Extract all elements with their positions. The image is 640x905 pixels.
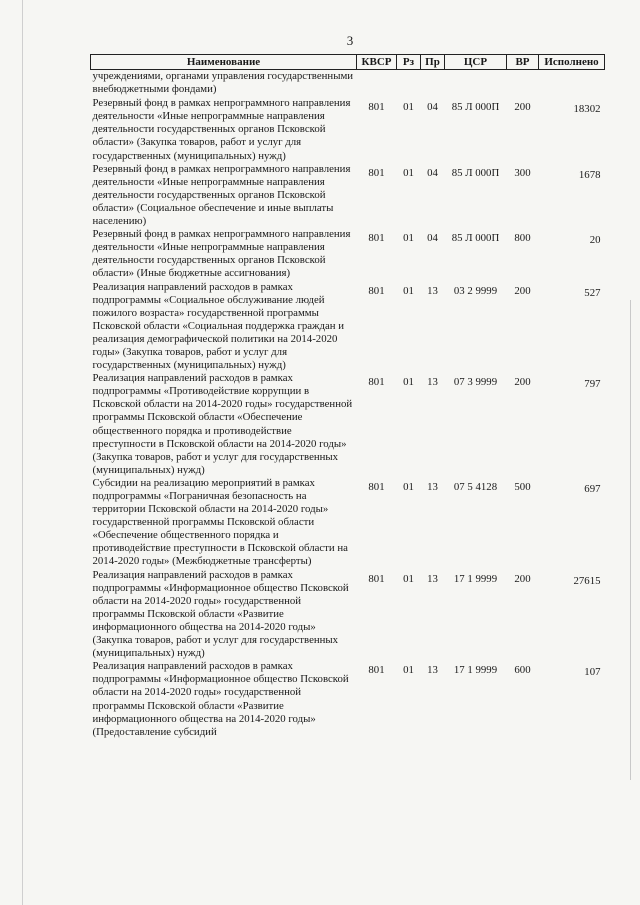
table-row xyxy=(91,372,605,477)
row-kvsr: 801 xyxy=(368,572,385,585)
table-header-row xyxy=(91,55,605,70)
row-pr: 04 xyxy=(427,232,438,245)
page-number: 3 xyxy=(346,33,354,48)
row-rz: 01 xyxy=(403,284,414,297)
row-pr: 13 xyxy=(427,376,438,389)
row-vr: 200 xyxy=(514,376,531,389)
row-amount: 107 xyxy=(584,666,601,679)
table-row xyxy=(91,228,605,280)
row-rz: 01 xyxy=(403,376,414,389)
row-amount: 527 xyxy=(584,286,601,299)
row-name: Реализация направлений расходов в рамках подпрограммы «Информационное общество Псковской области на 2014-2020 годы» государственной программы Псковской области «Развитие информационного общества на 2014-2020 годы» (Закупка товаров, работ и услуг для государственных (муниципальных) нужд) xyxy=(92,568,349,660)
table-row xyxy=(91,97,605,162)
header-amount: Исполнено xyxy=(539,55,605,70)
row-amount: 697 xyxy=(584,482,601,495)
row-name: Реализация направлений расходов в рамках подпрограммы «Социальное обслуживание людей пожилого возраста» государственной программы Псковской области «Социальная поддержка граждан и реализация демографической политики на 2014-2020 годы» (Закупка товаров, работ и услуг для государственных (муниципальных) нужд) xyxy=(92,280,345,372)
row-vr: 200 xyxy=(514,101,531,114)
row-pr: 13 xyxy=(427,664,438,677)
row-csr: 85 Л 000П xyxy=(451,101,500,114)
row-pr: 13 xyxy=(427,480,438,493)
row-amount: 797 xyxy=(584,378,601,391)
table-row xyxy=(91,660,605,739)
row-vr: 200 xyxy=(514,284,531,297)
row-csr: 17 1 9999 xyxy=(453,572,498,585)
row-kvsr: 801 xyxy=(368,101,385,114)
budget-table xyxy=(90,54,605,739)
header-name: Наименование xyxy=(91,55,357,70)
row-amount: 27615 xyxy=(573,574,601,587)
row-vr: 800 xyxy=(514,232,531,245)
row-rz: 01 xyxy=(403,166,414,179)
header-csr: ЦСР xyxy=(445,55,507,70)
row-name: Реализация направлений расходов в рамках подпрограммы «Информационное общество Псковской области на 2014-2020 годы» государственной программы Псковской области «Развитие информационного общества на 2014-2020 годы» (Предоставление субсидий xyxy=(92,660,349,738)
row-name: Субсидии на реализацию мероприятий в рамках подпрограммы «Пограничная безопасность на территории Псковской области на 2014-2020 годы» государственной программы Псковской области «Обеспечение общественного порядка и противодействие преступности в Псковской области на 2014-2020 годы» (Межбюджетные трансферты) xyxy=(92,476,348,568)
row-kvsr: 801 xyxy=(368,664,385,677)
row-kvsr: 801 xyxy=(368,166,385,179)
row-name: Резервный фонд в рамках непрограммного направления деятельности «Иные непрограммные направления деятельности государственных органов Псковской области» (Иные бюджетные ассигнования) xyxy=(92,228,351,280)
left-scan-edge-mark xyxy=(22,0,23,905)
header-vr: ВР xyxy=(507,55,539,70)
row-csr: 03 2 9999 xyxy=(453,284,498,297)
row-rz: 01 xyxy=(403,101,414,114)
row-rz: 01 xyxy=(403,480,414,493)
header-pr: Пр xyxy=(421,55,445,70)
table-row xyxy=(91,477,605,569)
row-pr: 04 xyxy=(427,101,438,114)
row-amount: 18302 xyxy=(573,103,601,116)
table-row-continuation xyxy=(91,70,605,98)
right-scan-edge-mark xyxy=(630,300,631,780)
row-vr: 200 xyxy=(514,572,531,585)
row-kvsr: 801 xyxy=(368,480,385,493)
row-rz: 01 xyxy=(403,664,414,677)
row-csr: 07 3 9999 xyxy=(453,376,498,389)
header-rz: Рз xyxy=(397,55,421,70)
row-vr: 300 xyxy=(514,166,531,179)
row-vr: 600 xyxy=(514,664,531,677)
row-kvsr: 801 xyxy=(368,232,385,245)
continuation-text: учреждениями, органами управления государственными внебюджетными фондами) xyxy=(92,70,354,96)
row-pr: 04 xyxy=(427,166,438,179)
row-csr: 85 Л 000П xyxy=(451,232,500,245)
row-csr: 17 1 9999 xyxy=(453,664,498,677)
row-csr: 85 Л 000П xyxy=(451,166,500,179)
row-kvsr: 801 xyxy=(368,284,385,297)
row-rz: 01 xyxy=(403,572,414,585)
row-rz: 01 xyxy=(403,232,414,245)
row-amount: 20 xyxy=(589,234,601,247)
table-row xyxy=(91,163,605,228)
row-pr: 13 xyxy=(427,284,438,297)
row-csr: 07 5 4128 xyxy=(453,480,498,493)
header-kvsr: КВСР xyxy=(357,55,397,70)
row-name: Резервный фонд в рамках непрограммного направления деятельности «Иные непрограммные направления деятельности государственных органов Псковской области» (Социальное обеспечение и иные выплаты населению) xyxy=(92,162,351,228)
row-pr: 13 xyxy=(427,572,438,585)
row-name: Резервный фонд в рамках непрограммного направления деятельности «Иные непрограммные направления деятельности государственных органов Псковской области» (Закупка товаров, работ и услуг для государственных (муниципальных) нужд) xyxy=(92,97,351,162)
row-name: Реализация направлений расходов в рамках подпрограммы «Противодействие коррупции в Псковской области на 2014-2020 годы» государственной программы Псковской области «Обеспечение общественного порядка и противодействие преступности в Псковской области на 2014-2020 годы» (Закупка товаров, работ и услуг для государственных (муниципальных) нужд) xyxy=(92,372,353,476)
row-vr: 500 xyxy=(514,480,531,493)
table-row xyxy=(91,569,605,661)
row-amount: 1678 xyxy=(578,168,601,181)
row-kvsr: 801 xyxy=(368,376,385,389)
table-row xyxy=(91,281,605,373)
